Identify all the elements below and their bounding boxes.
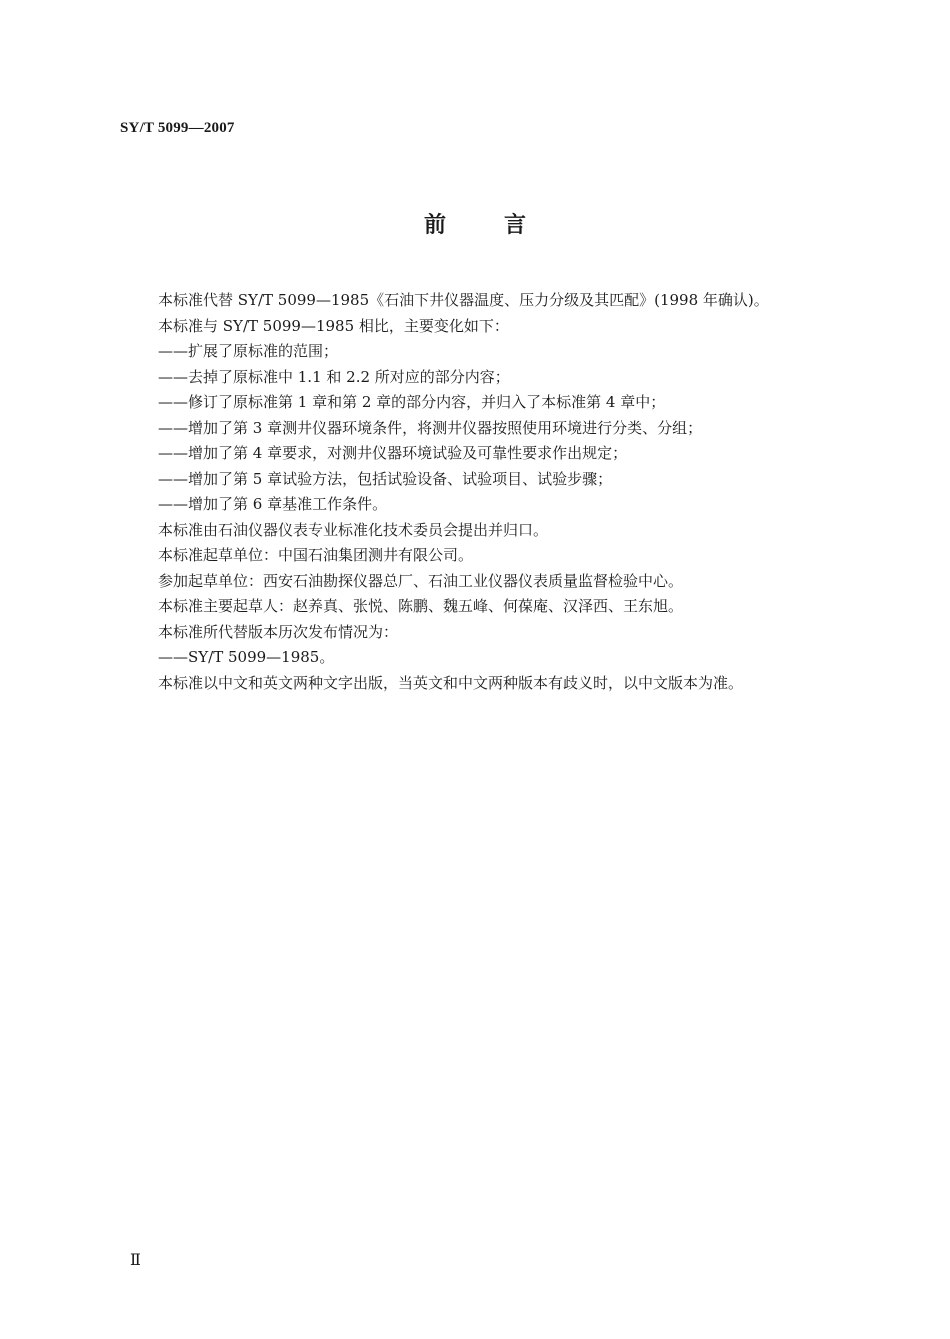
paragraph-history-intro: 本标准所代替版本历次发布情况为： — [158, 622, 399, 641]
list-item-revised: ——修订了原标准第 1 章和第 2 章的部分内容，并归入了本标准第 4 章中； — [158, 393, 666, 411]
list-item-chapter-5: ——增加了第 5 章试验方法，包括试验设备、试验项目、试验步骤； — [158, 469, 613, 488]
foreword-body — [158, 288, 838, 696]
list-item-chapter-6: ——增加了第 6 章基准工作条件。 — [158, 495, 388, 513]
document-code: SY/T 5099—2007 — [120, 120, 235, 136]
paragraph-replaces: 本标准代替 SY/T 5099—1985《石油下井仪器温度、压力分级及其匹配》(1998 年确认)。 — [158, 291, 769, 309]
paragraph-drafting-unit: 本标准起草单位：中国石油集团测井有限公司。 — [158, 546, 474, 564]
page-number: Ⅱ — [130, 1252, 141, 1269]
list-item-history: ——SY/T 5099—1985。 — [158, 648, 335, 666]
paragraph-drafters: 本标准主要起草人：赵养真、张悦、陈鹏、魏五峰、何葆庵、汉泽西、王东旭。 — [158, 597, 684, 615]
title-char-1: 前 — [423, 213, 446, 238]
paragraph-languages: 本标准以中文和英文两种文字出版，当英文和中文两种版本有歧义时，以中文版本为准。 — [158, 673, 744, 692]
paragraph-participating-units: 参加起草单位：西安石油勘探仪器总厂、石油工业仪器仪表质量监督检验中心。 — [158, 571, 684, 590]
paragraph-changes-intro: 本标准与 SY/T 5099—1985 相比，主要变化如下： — [158, 316, 509, 335]
section-title — [0, 208, 950, 239]
list-item-removed: ——去掉了原标准中 1.1 和 2.2 所对应的部分内容； — [158, 367, 510, 386]
list-item-chapter-3: ——增加了第 3 章测井仪器环境条件，将测井仪器按照使用环境进行分类、分组； — [158, 418, 703, 437]
list-item-scope: ——扩展了原标准的范围； — [158, 342, 339, 360]
title-char-2: 言 — [504, 213, 527, 238]
list-item-chapter-4: ——增加了第 4 章要求，对测井仪器环境试验及可靠性要求作出规定； — [158, 444, 628, 462]
paragraph-proposed-by: 本标准由石油仪器仪表专业标准化技术委员会提出并归口。 — [158, 520, 549, 539]
